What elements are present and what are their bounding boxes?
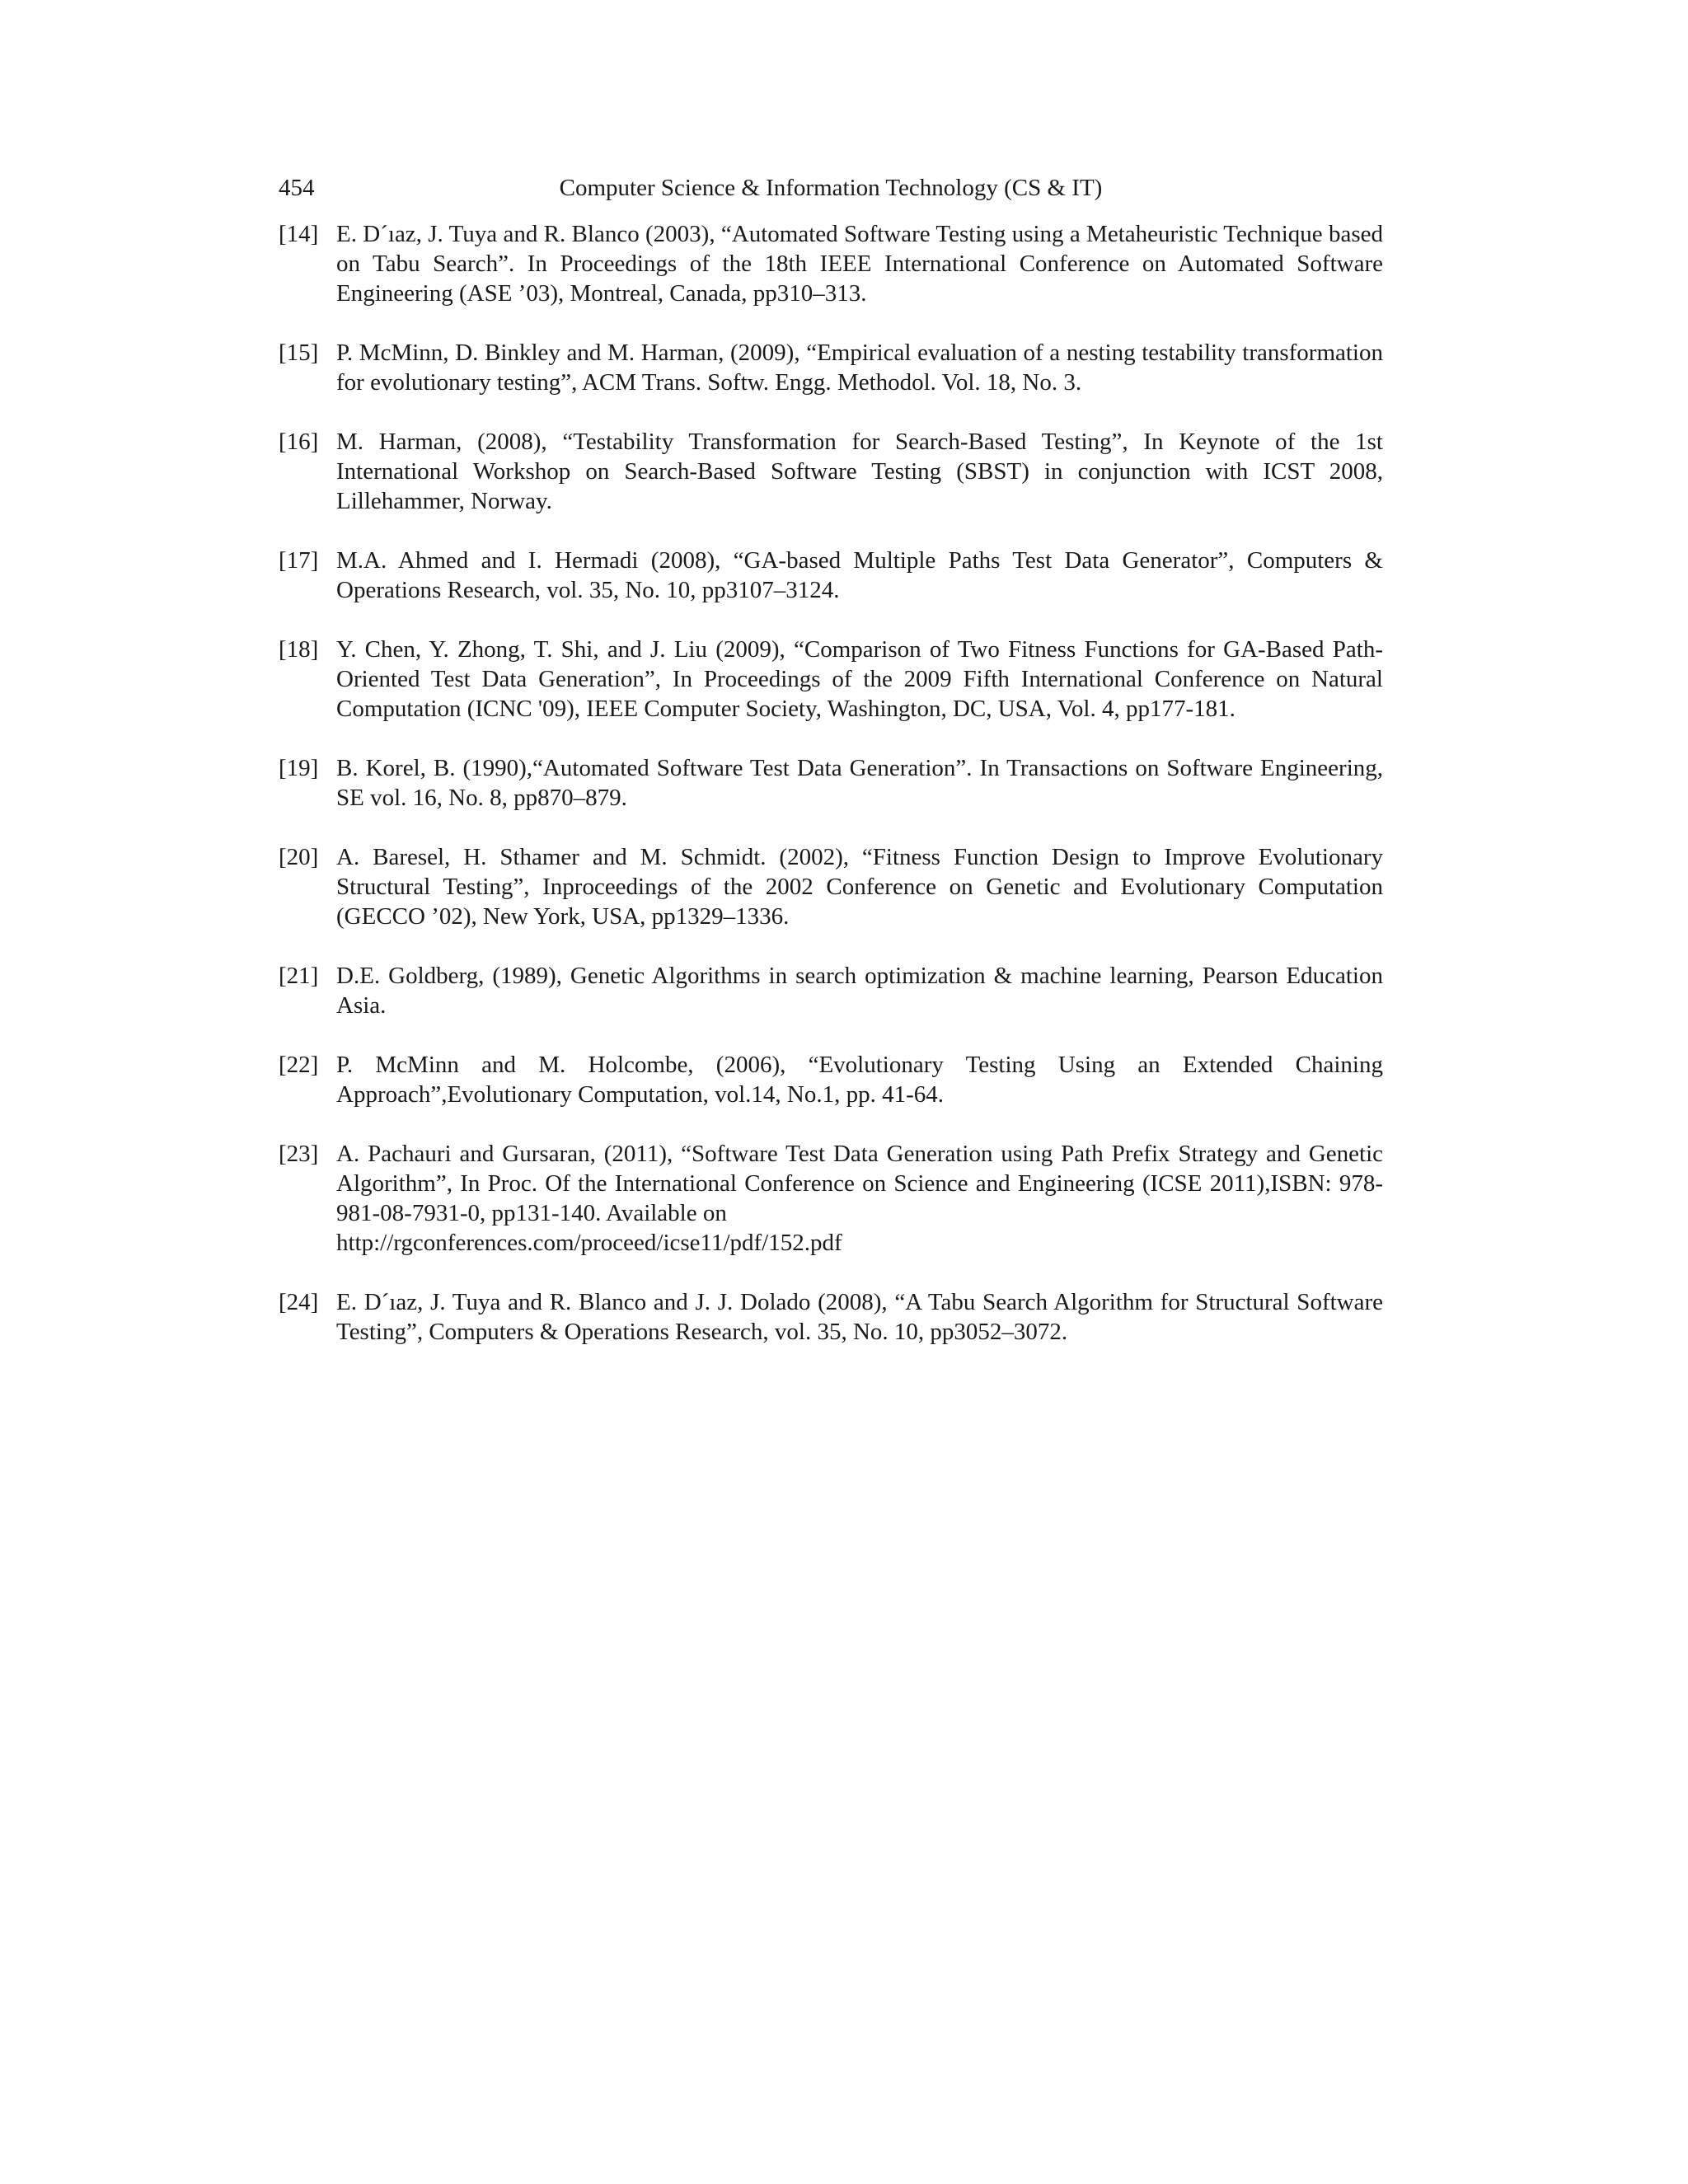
reference-text: D.E. Goldberg, (1989), Genetic Algorithms in search optimization & machine learning, Pearson Education Asia.	[336, 963, 1383, 1019]
reference-item	[279, 427, 1383, 516]
reference-number: [20]	[279, 844, 319, 870]
reference-text-block	[336, 1139, 1383, 1258]
reference-item	[279, 753, 1383, 813]
reference-item	[279, 1139, 1383, 1258]
reference-item	[279, 1050, 1383, 1109]
running-head	[279, 171, 1383, 204]
reference-item	[279, 219, 1383, 308]
reference-item	[279, 546, 1383, 605]
reference-number: [15]	[279, 340, 319, 366]
reference-text: M.A. Ahmed and I. Hermadi (2008), “GA-based Multiple Paths Test Data Generator”, Computers & Operations Research, vol. 35, No. 10, pp3107–3124.	[336, 547, 1383, 603]
reference-number: [14]	[279, 221, 319, 247]
reference-number: [18]	[279, 636, 319, 663]
reference-item	[279, 1287, 1383, 1347]
reference-item	[279, 338, 1383, 397]
reference-text: E. D´ıaz, J. Tuya and R. Blanco and J. J. Dolado (2008), “A Tabu Search Algorithm for Structural Software Testing”, Computers & Operations Research, vol. 35, No. 10, pp3052–3072.	[336, 1289, 1383, 1345]
page-number: 454	[279, 175, 315, 201]
reference-text: E. D´ıaz, J. Tuya and R. Blanco (2003), “Automated Software Testing using a Metaheuristic Technique based on Tabu Search”. In Proceedings of the 18th IEEE International Conference on Automated Software Engineering (ASE ’03), Montreal, Canada, pp310–313.	[336, 221, 1383, 307]
reference-text: B. Korel, B. (1990),“Automated Software Test Data Generation”. In Transactions on Software Engineering, SE vol. 16, No. 8, pp870–879.	[336, 755, 1383, 811]
reference-number: [16]	[279, 429, 319, 455]
reference-number: [24]	[279, 1289, 319, 1315]
reference-number: [21]	[279, 963, 319, 989]
reference-item	[279, 842, 1383, 931]
reference-text: A. Baresel, H. Sthamer and M. Schmidt. (2002), “Fitness Function Design to Improve Evolutionary Structural Testing”, Inproceedings of the 2002 Conference on Genetic and Evolutionary Computation (GECCO ’02), New York, USA, pp1329–1336.	[336, 844, 1383, 930]
reference-text: P. McMinn and M. Holcombe, (2006), “Evolutionary Testing Using an Extended Chaining Approach”,Evolutionary Computation, vol.14, No.1, pp. 41-64.	[336, 1052, 1383, 1108]
reference-text: A. Pachauri and Gursaran, (2011), “Software Test Data Generation using Path Prefix Strategy and Genetic Algorithm”, In Proc. Of the International Conference on Science and Engineering (ICSE 2011),ISBN: 978-981-08-7931-0, pp131-140. Available on	[336, 1141, 1383, 1226]
reference-text: P. McMinn, D. Binkley and M. Harman, (2009), “Empirical evaluation of a nesting testability transformation for evolutionary testing”, ACM Trans. Softw. Engg. Methodol. Vol. 18, No. 3.	[336, 340, 1383, 396]
journal-title: Computer Science & Information Technology (CS & IT)	[559, 175, 1103, 201]
reference-item	[279, 961, 1383, 1020]
reference-number: [19]	[279, 755, 319, 781]
reference-url: http://rgconferences.com/proceed/icse11/pdf/152.pdf	[336, 1230, 842, 1256]
reference-number: [22]	[279, 1052, 319, 1078]
reference-item	[279, 635, 1383, 724]
reference-list	[279, 219, 1383, 1376]
reference-number: [23]	[279, 1141, 319, 1167]
reference-number: [17]	[279, 547, 319, 574]
reference-text: M. Harman, (2008), “Testability Transformation for Search-Based Testing”, In Keynote of the 1st International Workshop on Search-Based Software Testing (SBST) in conjunction with ICST 2008, Lillehammer, Norway.	[336, 429, 1383, 514]
reference-text: Y. Chen, Y. Zhong, T. Shi, and J. Liu (2009), “Comparison of Two Fitness Functions for GA-Based Path-Oriented Test Data Generation”, In Proceedings of the 2009 Fifth International Conference on Natural Computation (ICNC '09), IEEE Computer Society, Washington, DC, USA, Vol. 4, pp177-181.	[336, 636, 1383, 722]
